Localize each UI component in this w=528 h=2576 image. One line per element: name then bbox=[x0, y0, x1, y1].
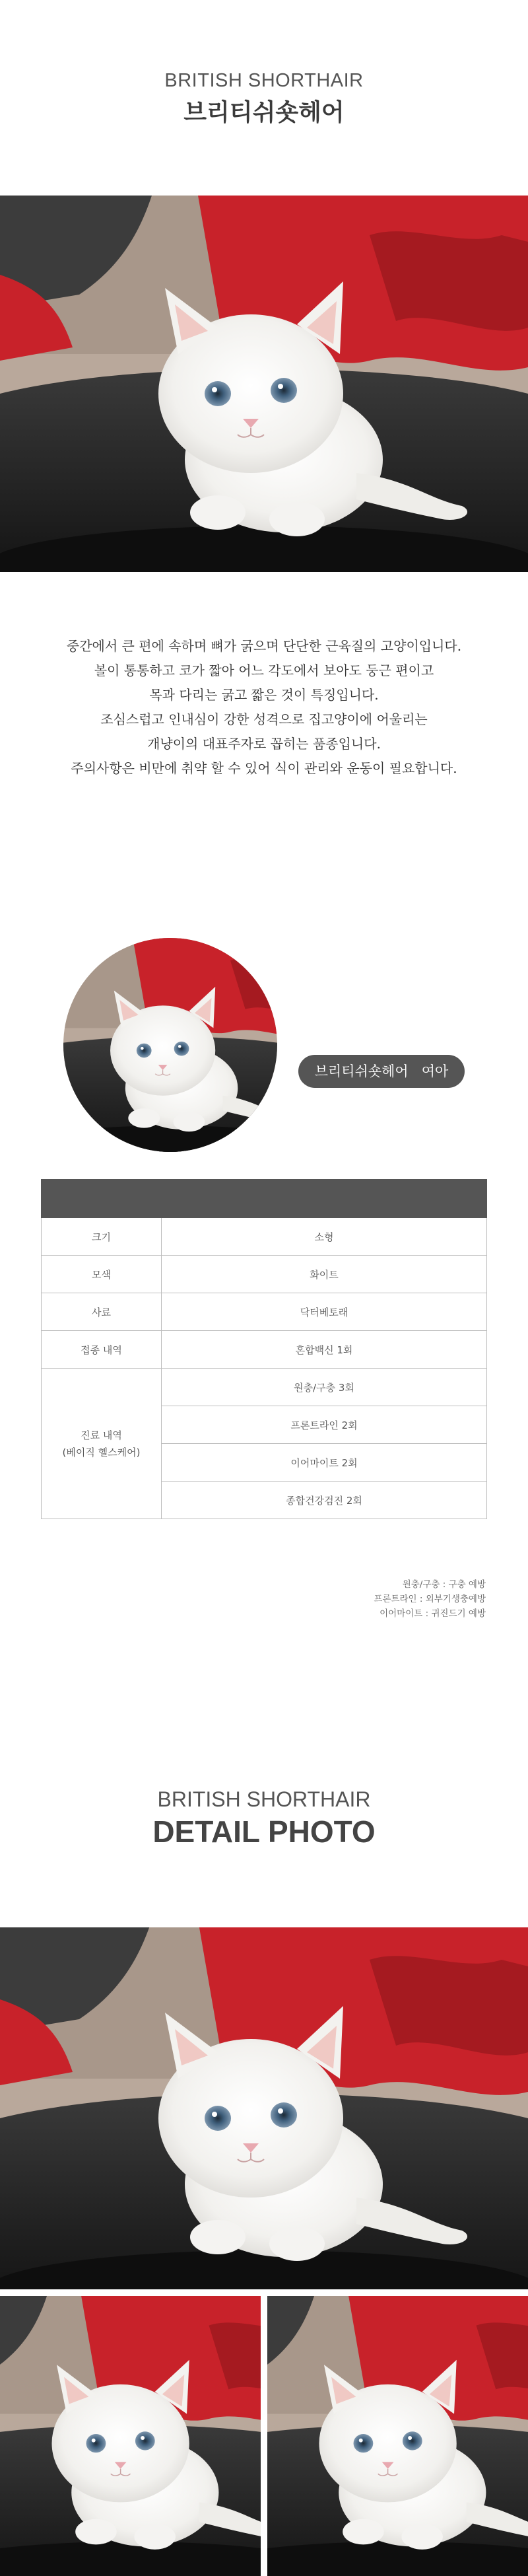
row-value: 닥터베토래 bbox=[162, 1293, 487, 1331]
treatment-label-line: 진료 내역 bbox=[81, 1429, 122, 1441]
description-line: 중간에서 큰 편에 속하며 뼈가 굵으며 단단한 근육질의 고양이입니다. bbox=[66, 638, 462, 654]
table-header-cell bbox=[162, 1180, 487, 1218]
page-header bbox=[0, 0, 528, 196]
description-line: 개냥이의 대표주자로 꼽히는 품종입니다. bbox=[147, 736, 381, 752]
treatment-label-line: (베이직 헬스케어) bbox=[62, 1446, 141, 1458]
table-row bbox=[42, 1256, 487, 1293]
table-header-cell bbox=[42, 1180, 162, 1218]
treatment-value: 이어마이트 2회 bbox=[162, 1444, 487, 1482]
detail-english-title: BRITISH SHORTHAIR bbox=[157, 1787, 371, 1811]
table-row bbox=[42, 1369, 487, 1406]
detail-photo-left bbox=[0, 2296, 261, 2576]
row-label: 모색 bbox=[42, 1256, 162, 1293]
table-header-row bbox=[42, 1180, 487, 1218]
description-line: 조심스럽고 인내심이 강한 성격으로 집고양이에 어울리는 bbox=[100, 711, 428, 727]
detail-photo-title: DETAIL PHOTO bbox=[152, 1814, 376, 1849]
treatment-label bbox=[42, 1369, 162, 1519]
table-row bbox=[42, 1218, 487, 1256]
row-label: 접종 내역 bbox=[42, 1331, 162, 1369]
description-line: 목과 다리는 굵고 짧은 것이 특징입니다. bbox=[149, 687, 379, 703]
row-value: 소형 bbox=[162, 1218, 487, 1256]
breed-description bbox=[0, 634, 528, 781]
english-breed-title: BRITISH SHORTHAIR bbox=[164, 70, 364, 91]
note-line: 프론트라인 : 외부기생충예방 bbox=[374, 1594, 486, 1604]
kitten-info-table bbox=[41, 1179, 487, 1519]
note-line: 원충/구충 : 구충 예방 bbox=[402, 1579, 486, 1590]
main-kitten-photo bbox=[0, 196, 528, 572]
row-label: 크기 bbox=[42, 1218, 162, 1256]
description-line: 주의사항은 비만에 취약 할 수 있어 식이 관리와 운동이 필요합니다. bbox=[71, 760, 457, 776]
treatment-notes bbox=[374, 1577, 486, 1621]
breed-gender-badge: 브리티쉬숏헤어 여아 bbox=[298, 1055, 465, 1088]
treatment-value: 원충/구충 3회 bbox=[162, 1369, 487, 1406]
detail-photo-right bbox=[267, 2296, 528, 2576]
row-value: 혼합백신 1회 bbox=[162, 1331, 487, 1369]
row-label: 사료 bbox=[42, 1293, 162, 1331]
detail-photo-large bbox=[0, 1927, 528, 2289]
note-line: 이어마이트 : 귀진드기 예방 bbox=[380, 1608, 486, 1619]
treatment-value: 종합건강검진 2회 bbox=[162, 1482, 487, 1519]
description-line: 볼이 통통하고 코가 짧아 어느 각도에서 보아도 둥근 편이고 bbox=[94, 662, 434, 678]
table-row bbox=[42, 1293, 487, 1331]
row-value: 화이트 bbox=[162, 1256, 487, 1293]
korean-breed-title: 브리티쉬숏헤어 bbox=[183, 99, 345, 126]
treatment-value: 프론트라인 2회 bbox=[162, 1406, 487, 1444]
kitten-profile-photo bbox=[63, 938, 277, 1152]
table-row bbox=[42, 1331, 487, 1369]
